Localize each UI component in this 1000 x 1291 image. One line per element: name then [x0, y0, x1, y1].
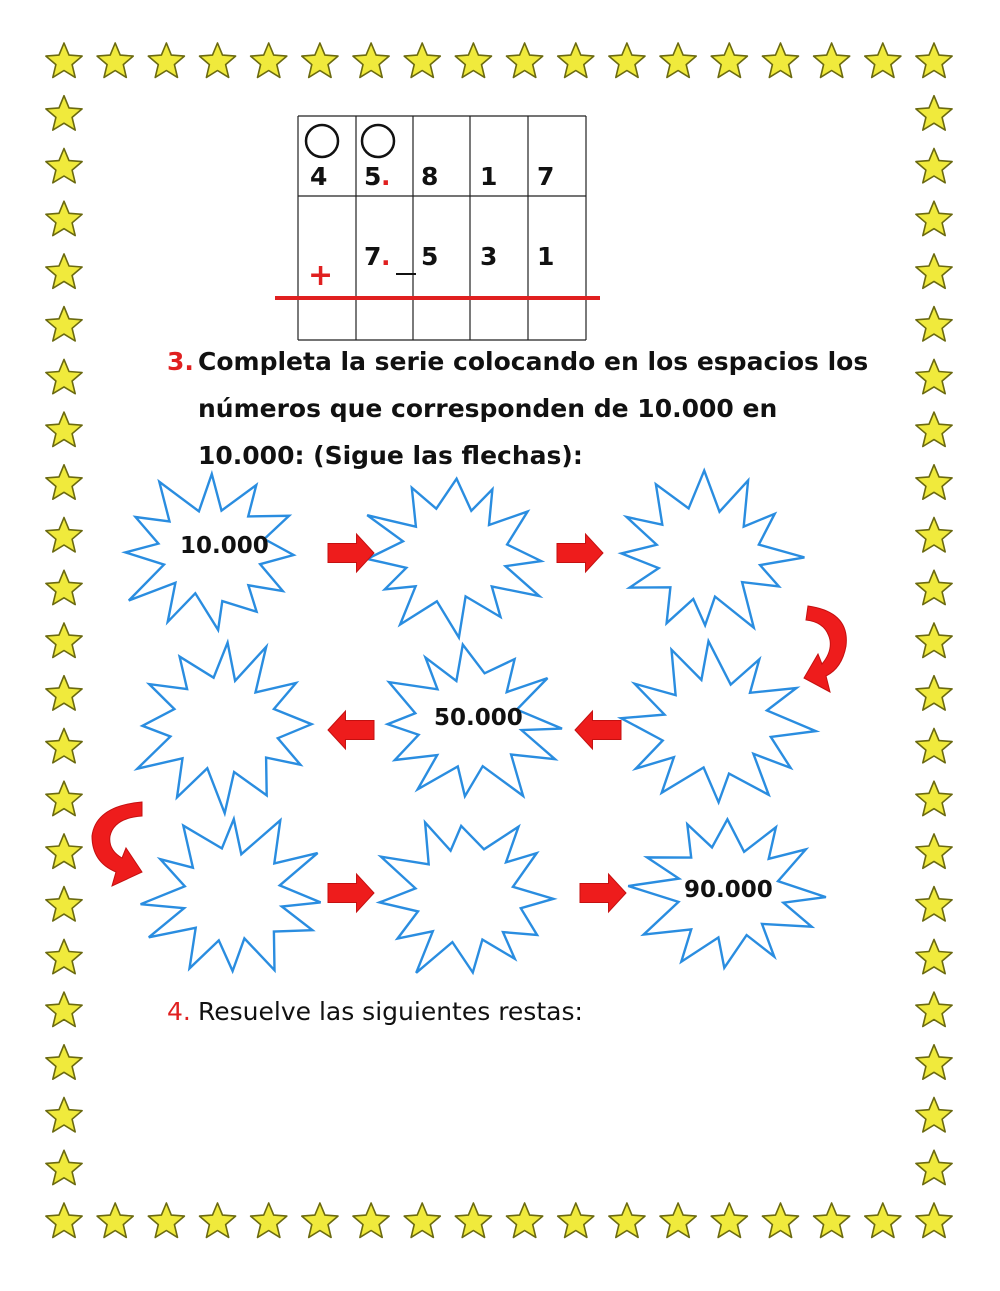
star-icon — [762, 43, 798, 77]
star-icon — [916, 254, 952, 288]
star-icon — [916, 307, 952, 341]
star-icon — [251, 1203, 287, 1237]
star-icon — [200, 43, 236, 77]
star-icon — [609, 1203, 645, 1237]
star-icon — [46, 1203, 82, 1237]
star-icon — [46, 992, 82, 1026]
arrow-right-icon — [580, 874, 626, 912]
star-icon — [46, 729, 82, 763]
star-icon — [46, 939, 82, 973]
star-icon — [814, 1203, 850, 1237]
star-icon — [916, 992, 952, 1026]
addition-blank-line — [396, 273, 416, 275]
burst-shape — [141, 819, 321, 971]
star-icon — [97, 1203, 133, 1237]
star-icon — [916, 201, 952, 235]
star-icon — [916, 781, 952, 815]
star-icon — [302, 43, 338, 77]
star-icon — [916, 834, 952, 868]
star-icon — [916, 43, 952, 77]
star-icon — [148, 1203, 184, 1237]
addition-digit-r2-c2: 7 — [364, 242, 382, 271]
star-icon — [455, 43, 491, 77]
star-icon — [404, 43, 440, 77]
star-icon — [251, 43, 287, 77]
star-icon — [916, 518, 952, 552]
star-icon — [302, 1203, 338, 1237]
star-icon — [916, 570, 952, 604]
task3-number: 3. — [167, 347, 194, 376]
star-icon — [46, 412, 82, 446]
star-icon — [916, 359, 952, 393]
series-value-5: 50.000 — [434, 705, 523, 731]
arrow-right-icon — [328, 534, 374, 572]
star-icon — [916, 939, 952, 973]
addition-decimal-point-r2: . — [381, 242, 391, 271]
star-icon — [814, 43, 850, 77]
burst-shape — [621, 471, 804, 628]
star-icon — [148, 43, 184, 77]
addition-decimal-point-r1: . — [381, 162, 391, 191]
addition-digit-r2-c3: 5 — [421, 242, 439, 271]
addition-digit-r1-c5: 7 — [537, 162, 555, 191]
star-icon — [916, 465, 952, 499]
star-icon — [558, 1203, 594, 1237]
star-icon — [558, 43, 594, 77]
star-icon — [711, 43, 747, 77]
star-icon — [660, 1203, 696, 1237]
star-icon — [46, 465, 82, 499]
burst-shape — [367, 479, 541, 638]
burst-shape — [621, 641, 816, 802]
star-icon — [865, 1203, 901, 1237]
star-icon — [455, 1203, 491, 1237]
arrow-left-icon — [575, 711, 621, 749]
star-icon — [46, 834, 82, 868]
star-icon — [916, 412, 952, 446]
star-icon — [46, 1098, 82, 1132]
star-icon — [711, 1203, 747, 1237]
arrow-left-icon — [328, 711, 374, 749]
curved-arrow-down-left-icon — [804, 606, 846, 692]
star-icon — [762, 1203, 798, 1237]
task3-line-2: números que corresponden de 10.000 en — [198, 394, 778, 423]
task3-line-1: Completa la serie colocando en los espacios los — [198, 347, 869, 376]
star-icon — [46, 570, 82, 604]
star-icon — [46, 1150, 82, 1184]
addition-digit-r2-c4: 3 — [480, 242, 498, 271]
star-icon — [507, 1203, 543, 1237]
carry-circle — [362, 125, 394, 157]
star-icon — [916, 96, 952, 130]
star-icon — [46, 676, 82, 710]
star-icon — [46, 149, 82, 183]
task4-text: Resuelve las siguientes restas: — [198, 997, 583, 1026]
star-icon — [916, 1150, 952, 1184]
addition-plus-sign: + — [308, 258, 334, 293]
star-icon — [46, 623, 82, 657]
star-icon — [46, 201, 82, 235]
star-icon — [916, 1203, 952, 1237]
addition-digit-r1-c4: 1 — [480, 162, 498, 191]
star-icon — [46, 1045, 82, 1079]
star-icon — [46, 96, 82, 130]
star-icon — [97, 43, 133, 77]
star-icon — [660, 43, 696, 77]
star-icon — [404, 1203, 440, 1237]
arrow-right-icon — [328, 874, 374, 912]
star-icon — [46, 781, 82, 815]
carry-circle — [306, 125, 338, 157]
burst-shape — [137, 643, 311, 814]
star-icon — [46, 359, 82, 393]
star-icon — [46, 43, 82, 77]
star-icon — [507, 43, 543, 77]
star-icon — [353, 1203, 389, 1237]
addition-digit-r1-c3: 8 — [421, 162, 439, 191]
addition-grid — [275, 116, 600, 340]
star-icon — [609, 43, 645, 77]
star-icon — [916, 676, 952, 710]
star-icon — [200, 1203, 236, 1237]
star-icon — [916, 1098, 952, 1132]
star-icon — [46, 307, 82, 341]
star-icon — [916, 729, 952, 763]
star-icon — [916, 623, 952, 657]
star-icon — [353, 43, 389, 77]
star-icon — [916, 149, 952, 183]
burst-shape — [380, 822, 554, 972]
arrow-right-icon — [557, 534, 603, 572]
addition-digit-r1-c2: 5 — [364, 162, 382, 191]
star-icon — [865, 43, 901, 77]
task3-line-3: 10.000: (Sigue las flechas): — [198, 441, 583, 470]
star-icon — [916, 1045, 952, 1079]
star-icon — [46, 254, 82, 288]
addition-digit-r2-c5: 1 — [537, 242, 555, 271]
curved-arrow-down-right-icon — [92, 802, 142, 886]
star-icon — [46, 518, 82, 552]
addition-digit-r1-c1: 4 — [310, 162, 328, 191]
series-value-9: 90.000 — [684, 877, 773, 903]
star-icon — [46, 887, 82, 921]
task4-number: 4. — [167, 997, 191, 1026]
series-value-1: 10.000 — [180, 533, 269, 559]
star-border — [46, 43, 952, 1237]
star-icon — [916, 887, 952, 921]
